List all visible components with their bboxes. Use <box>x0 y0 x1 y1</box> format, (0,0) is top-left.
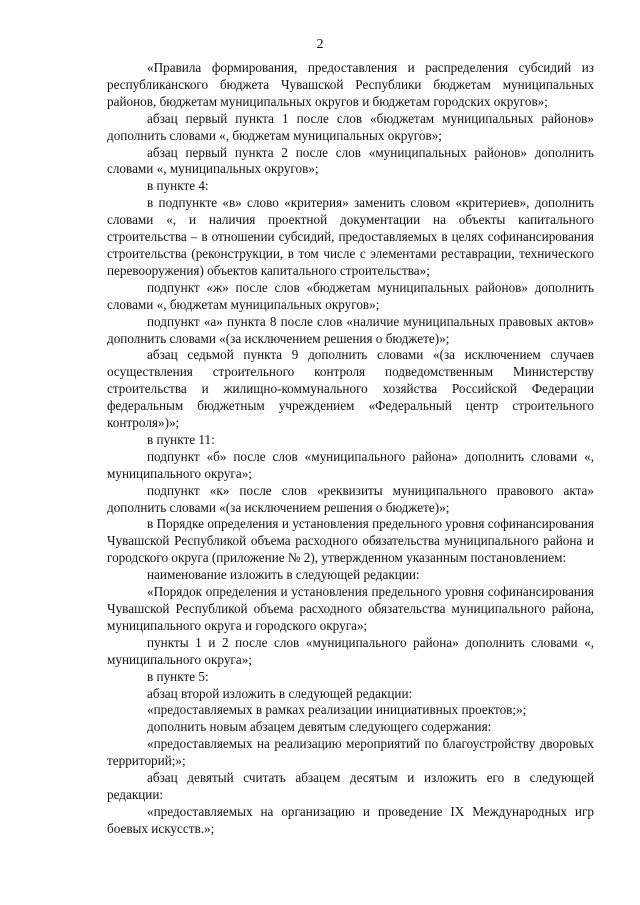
paragraph-item-8-amendment: подпункт «а» пункта 8 после слов «наличие муниципальных правовых актов» дополнить словами «(за исключением решения о бюджете)»; <box>107 313 594 346</box>
paragraph-item-9-amendment: абзац седьмой пункта 9 дополнить словами «(за исключением случаев осуществления строительного контроля подведомственным Министерству строительства и жилищно-коммунального хозяйства Российской Федерации федеральным бюджетным учреждением «Федеральный центр строительного контроля»)»; <box>107 347 594 431</box>
paragraph-items-1-2-amendment: пункты 1 и 2 после слов «муниципального района» дополнить словами «, муниципального округа»; <box>107 634 594 667</box>
paragraph-subitem-b-amendment: подпункт «б» после слов «муниципального района» дополнить словами «, муниципального округа»; <box>107 448 594 481</box>
document-body <box>107 60 594 838</box>
paragraph-ninth-para-heading: дополнить новым абзацем девятым следующего содержания: <box>147 719 492 735</box>
paragraph-tenth-para-heading: абзац девятый считать абзацем десятым и изложить его в следующей редакции: <box>107 770 594 802</box>
paragraph-item-2-amendment: абзац первый пункта 2 после слов «муниципальных районов» дополнить словами «, муниципальных округов»; <box>107 144 594 177</box>
paragraph-subitem-k-amendment: подпункт «к» после слов «реквизиты муниципального правового акта» дополнить словами «(за исключением решения о бюджете)»; <box>107 482 594 515</box>
paragraph-item-4-heading: в пункте 4: <box>147 178 209 194</box>
paragraph-new-title: «Порядок определения и установления предельного уровня софинансирования Чувашской Республикой объема расходного обязательства муниципального района, муниципального округа и городского округа»; <box>107 584 594 633</box>
paragraph-title-amendment-heading: наименование изложить в следующей редакции: <box>147 567 420 583</box>
paragraph-ninth-para-text: «предоставляемых на реализацию мероприятий по благоустройству дворовых территорий;»; <box>107 736 594 769</box>
paragraph-rules-title: «Правила формирования, предоставления и распределения субсидий из республиканского бюджета Чувашской Республики бюджетам муниципальных районов, бюджетам муниципальных округов и бюджетам городских округов»; <box>107 60 594 109</box>
paragraph-second-para-text: «предоставляемых в рамках реализации инициативных проектов;»; <box>147 702 527 718</box>
paragraph-item-5-heading: в пункте 5: <box>147 668 209 684</box>
paragraph-appendix-2-intro: в Порядке определения и установления предельного уровня софинансирования Чувашской Республикой объема расходного обязательства муниципального района и городского округа (приложение № 2), утвержденном указанным постановлением: <box>107 516 594 566</box>
paragraph-subitem-v-amendment: в подпункте «в» слово «критерия» заменить словом «критериев», дополнить словами «, и наличия проектной документации на объекты капитального строительства – в отношении субсидий, предоставляемых в целях софинансирования строительства (реконструкции, в том числе с элементами реставрации, технического перевооружения) объектов капитального строительства»; <box>107 195 594 278</box>
paragraph-tenth-para-text: «предоставляемых на организацию и проведение IX Международных игр боевых искусств.»; <box>107 803 594 836</box>
page-number: 2 <box>316 37 324 52</box>
paragraph-second-para-heading: абзац второй изложить в следующей редакции: <box>147 685 413 701</box>
paragraph-item-11-heading: в пункте 11: <box>147 431 215 447</box>
paragraph-item-1-amendment: абзац первый пункта 1 после слов «бюджетам муниципальных районов» дополнить словами «, бюджетам муниципальных округов»; <box>107 110 594 143</box>
paragraph-subitem-zh-amendment: подпункт «ж» после слов «бюджетам муниципальных районов» дополнить словами «, бюджетам муниципальных округов»; <box>107 279 594 312</box>
